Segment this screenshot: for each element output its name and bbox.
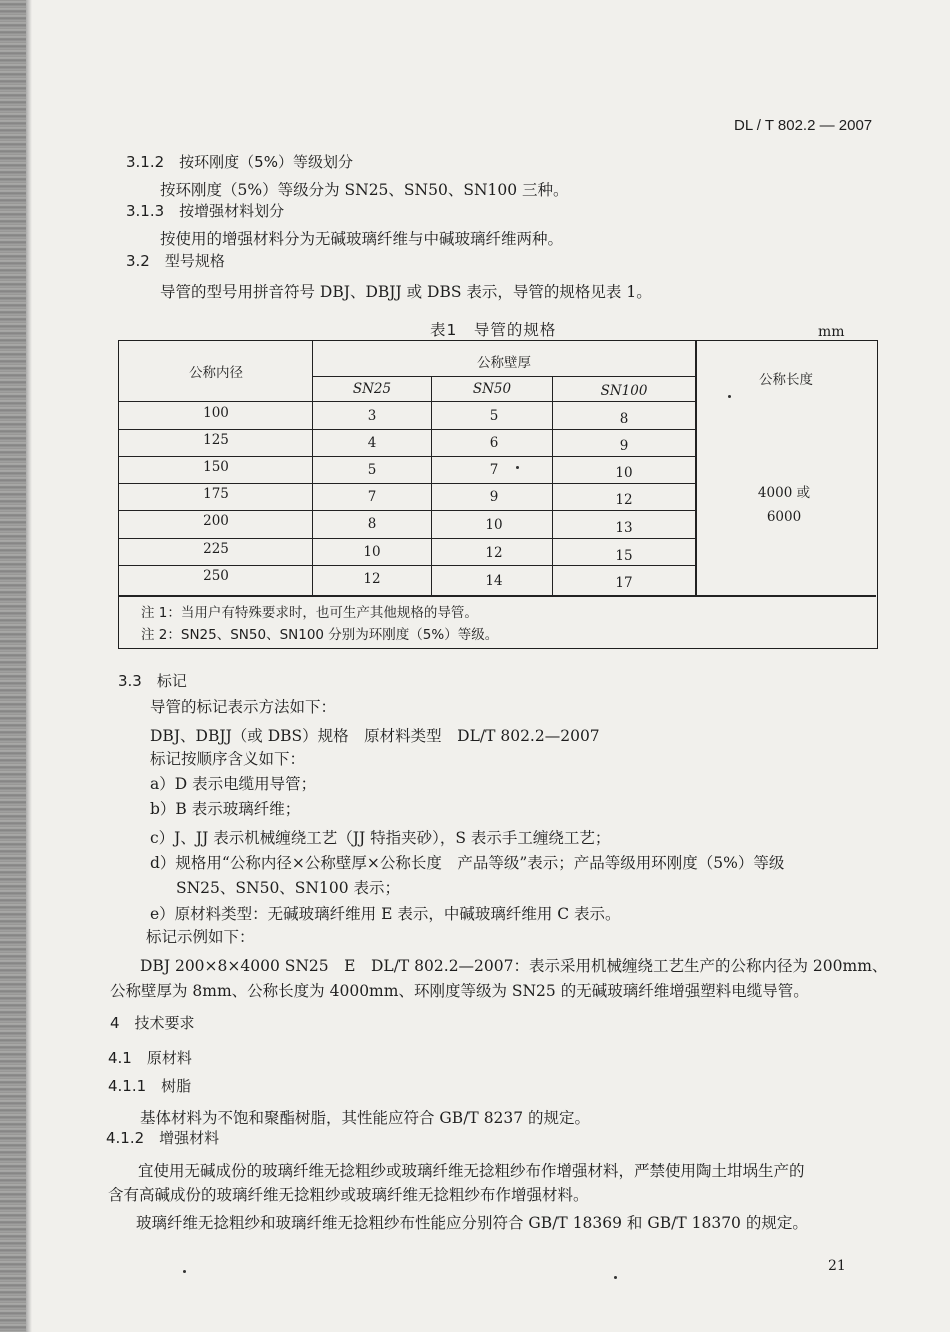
table-cell: 10 xyxy=(485,517,503,533)
table-cell: 225 xyxy=(203,541,229,557)
length-value-line2: 6000 xyxy=(766,509,802,525)
table-cell: 6 xyxy=(489,435,499,451)
text-3-3-line3: 标记按顺序含义如下： xyxy=(150,750,306,768)
table-note-1: 注 1：当用户有特殊要求时，也可生产其他规格的导管。 xyxy=(141,605,478,621)
subheader-sn25: SN25 xyxy=(352,381,392,397)
text-3-1-2: 按环刚度（5%）等级分为 SN25、SN50、SN100 三种。 xyxy=(160,181,569,199)
table-cell: 15 xyxy=(615,548,633,564)
heading-3-3: 3.3 标记 xyxy=(118,672,187,690)
spec-table xyxy=(118,340,878,649)
table-cell: 10 xyxy=(363,544,381,560)
heading-4: 4 技术要求 xyxy=(110,1014,195,1032)
heading-3-1-3: 3.1.3 按增强材料划分 xyxy=(126,202,285,220)
table-cell: 12 xyxy=(615,492,633,508)
table-cell: 5 xyxy=(489,408,499,424)
table-cell: 175 xyxy=(203,486,229,502)
table-cell: 3 xyxy=(367,408,377,424)
heading-4-1: 4.1 原材料 xyxy=(108,1049,192,1067)
page-number: 21 xyxy=(828,1258,846,1274)
table-cell: 12 xyxy=(363,571,381,587)
table-unit: mm xyxy=(818,324,845,340)
table-cell: 150 xyxy=(203,459,229,475)
table-cell: 8 xyxy=(619,411,629,427)
table-caption: 表1 导管的规格 xyxy=(430,321,557,339)
length-value-line1: 4000 或 xyxy=(757,485,811,501)
list-item-e: e）原材料类型：无碱玻璃纤维用 E 表示，中碱玻璃纤维用 C 表示。 xyxy=(150,905,621,923)
heading-3-2: 3.2 型号规格 xyxy=(126,252,225,270)
table-cell: 9 xyxy=(619,438,629,454)
text-4-1-2-line2: 含有高碱成份的玻璃纤维无捻粗纱或玻璃纤维无捻粗纱布作增强材料。 xyxy=(108,1186,589,1204)
table-cell: 13 xyxy=(615,520,633,536)
table-cell: 7 xyxy=(489,462,499,478)
text-4-1-2-line1: 宜使用无碱成份的玻璃纤维无捻粗纱或玻璃纤维无捻粗纱布作增强材料，严禁使用陶土坩埚生产的 xyxy=(138,1162,805,1180)
table-cell: 125 xyxy=(203,432,229,448)
list-item-b: b）B 表示玻璃纤维； xyxy=(150,800,301,818)
scan-speck xyxy=(728,395,731,398)
table-cell: 4 xyxy=(367,435,377,451)
table-cell: 10 xyxy=(615,465,633,481)
scan-speck xyxy=(614,1276,617,1279)
table-note-2: 注 2：SN25、SN50、SN100 分别为环刚度（5%）等级。 xyxy=(141,627,499,643)
heading-4-1-2: 4.1.2 增强材料 xyxy=(106,1129,220,1147)
table-cell: 250 xyxy=(203,568,229,584)
subheader-sn50: SN50 xyxy=(472,381,512,397)
text-4-1-1: 基体材料为不饱和聚酯树脂，其性能应符合 GB/T 8237 的规定。 xyxy=(140,1109,591,1127)
scan-speck xyxy=(183,1270,186,1273)
header-length: 公称长度 xyxy=(759,372,813,388)
example-line2: 公称壁厚为 8mm、公称长度为 4000mm、环刚度等级为 SN25 的无碱玻璃纤维增强塑料电缆导管。 xyxy=(110,982,809,1000)
table-cell: 17 xyxy=(615,575,633,591)
table-cell: 7 xyxy=(367,489,377,505)
scan-binding-shadow xyxy=(26,0,32,1332)
table-cell: 14 xyxy=(485,573,503,589)
header-wall: 公称壁厚 xyxy=(477,355,531,371)
list-item-c: c）J、JJ 表示机械缠绕工艺（JJ 特指夹砂），S 表示手工缠绕工艺； xyxy=(150,829,611,847)
list-item-d-line2: SN25、SN50、SN100 表示； xyxy=(176,879,401,897)
subheader-sn100: SN100 xyxy=(600,383,648,399)
example-line1: DBJ 200×8×4000 SN25 E DL/T 802.2—2007：表示采用机械缠绕工艺生产的公称内径为 200mm、 xyxy=(140,957,888,975)
header-diameter: 公称内径 xyxy=(189,365,243,381)
table-cell: 9 xyxy=(489,489,499,505)
list-item-d-line1: d）规格用“公称内径×公称壁厚×公称长度 产品等级”表示；产品等级用环刚度（5%）等级 xyxy=(150,854,785,872)
text-3-2: 导管的型号用拼音符号 DBJ、DBJJ 或 DBS 表示，导管的规格见表 1。 xyxy=(160,283,652,301)
table-cell: 12 xyxy=(485,545,503,561)
scan-binding-edge xyxy=(0,0,26,1332)
scan-speck xyxy=(516,466,519,469)
text-4-1-2-line3: 玻璃纤维无捻粗纱和玻璃纤维无捻粗纱布性能应分别符合 GB/T 18369 和 GB/T 18370 的规定。 xyxy=(136,1214,808,1232)
table-cell: 100 xyxy=(203,405,229,421)
table-cell: 5 xyxy=(367,462,377,478)
heading-4-1-1: 4.1.1 树脂 xyxy=(108,1077,192,1095)
standard-number: DL / T 802.2 — 2007 xyxy=(734,117,873,134)
text-3-1-3: 按使用的增强材料分为无碱玻璃纤维与中碱玻璃纤维两种。 xyxy=(160,230,564,248)
list-item-a: a）D 表示电缆用导管； xyxy=(150,775,317,793)
table-cell: 200 xyxy=(203,513,229,529)
text-3-3-line2: DBJ、DBJJ（或 DBS）规格 原材料类型 DL/T 802.2—2007 xyxy=(150,727,600,745)
example-label: 标记示例如下： xyxy=(146,928,255,946)
table-cell: 8 xyxy=(367,516,377,532)
heading-3-1-2: 3.1.2 按环刚度（5%）等级划分 xyxy=(126,153,353,171)
text-3-3-line1: 导管的标记表示方法如下： xyxy=(150,698,337,716)
